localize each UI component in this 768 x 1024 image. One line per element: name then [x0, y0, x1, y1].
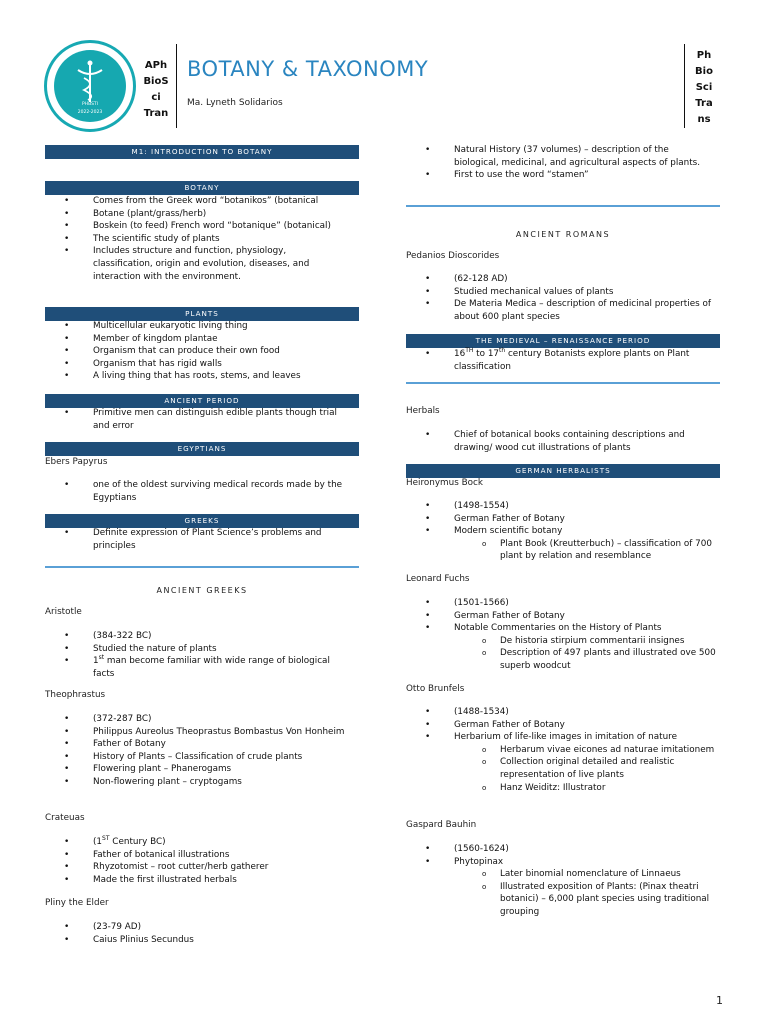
- section-bar-medieval: THE MEDIEVAL – RENAISSANCE PERIOD: [406, 334, 720, 348]
- list-item: • German Father of Botany: [406, 719, 716, 732]
- list-item: • (384-322 BC): [45, 630, 345, 643]
- medieval-list: [406, 348, 716, 373]
- list-item: • Flowering plant – Phanerogams: [45, 763, 345, 776]
- list-item: • Made the first illustrated herbals: [45, 874, 345, 887]
- page-title: BOTANY & TAXONOMY: [187, 57, 429, 81]
- section-bar-egyptians: EGYPTIANS: [45, 442, 359, 456]
- ancient-romans-heading: ANCIENT ROMANS: [515, 230, 611, 239]
- brunfels-sublist: [454, 744, 716, 794]
- list-item: • German Father of Botany: [406, 610, 716, 623]
- crateuas-list: [45, 836, 345, 886]
- item-text: Century BC): [109, 837, 166, 847]
- list-item: • History of Plants – Classification of crude plants: [45, 751, 345, 764]
- ordinal-number: 1: [93, 656, 99, 667]
- section-bar-botany: BOTANY: [45, 181, 359, 195]
- pliny-list: [45, 921, 345, 946]
- list-item: • Member of kingdom plantae: [45, 333, 345, 346]
- sub-list-item: o Illustrated exposition of Plants: (Pinax theatri botanici) – 6,000 plant species using traditional grouping: [454, 881, 716, 919]
- list-item: • Natural History (37 volumes) – description of the biological, medicinal, and agricultural aspects of plants.: [406, 144, 716, 169]
- item-text: century Botanists explore plants on Plant classification: [454, 349, 690, 372]
- item-text: 16: [454, 349, 466, 359]
- section-bar-greeks: GREEKS: [45, 514, 359, 528]
- section-bar-ancient-period: ANCIENT PERIOD: [45, 394, 359, 408]
- list-item: [45, 836, 345, 849]
- header-divider-left: [176, 44, 177, 128]
- header-tag-right: [690, 48, 718, 128]
- bock-label: Heironymus Bock: [406, 478, 483, 488]
- list-item: [406, 348, 716, 373]
- list-item: • Studied mechanical values of plants: [406, 286, 716, 299]
- brunfels-list: [406, 706, 716, 794]
- list-item: • Philippus Aureolus Theoprastus Bombastus Von Honheim: [45, 726, 345, 739]
- item-text: Modern scientific botany: [454, 526, 563, 537]
- section-divider: [406, 382, 720, 384]
- sub-list-item: o De historia stirpium commentarii insignes: [454, 635, 716, 648]
- ordinal-suffix: ST: [102, 835, 110, 843]
- crateuas-label: Crateuas: [45, 813, 85, 823]
- list-item: • Father of botanical illustrations: [45, 849, 345, 862]
- header-tag-left: [141, 58, 171, 122]
- header-divider-right: [684, 44, 685, 128]
- list-item: • Rhyzotomist – root cutter/herb gatherer: [45, 861, 345, 874]
- list-item: • (62-128 AD): [406, 273, 716, 286]
- item-text: (1: [93, 837, 103, 847]
- ordinal-suffix: st: [98, 654, 105, 662]
- bock-list: [406, 500, 716, 563]
- module-bar: M1: INTRODUCTION TO BOTANY: [45, 145, 359, 159]
- list-item: • (1560-1624): [406, 843, 716, 856]
- tag-line: Sci: [695, 82, 713, 93]
- list-item: • (372-287 BC): [45, 713, 345, 726]
- item-text: Herbarium of life-like images in imitation of nature: [454, 732, 677, 743]
- item-text: man become familiar with wide range of biological facts: [93, 656, 330, 679]
- section-bar-german-herbalists: GERMAN HERBALISTS: [406, 464, 720, 478]
- ancient-period-list: [45, 407, 345, 432]
- aristotle-label: Aristotle: [45, 607, 82, 617]
- tag-line: Tran: [143, 108, 169, 119]
- bauhin-list: [406, 843, 716, 919]
- page-number: 1: [716, 994, 723, 1007]
- list-item: • Father of Botany: [45, 738, 345, 751]
- dioscorides-label: Pedanios Dioscorides: [406, 251, 500, 261]
- list-item: • The scientific study of plants: [45, 233, 345, 246]
- section-divider: [406, 205, 720, 207]
- list-item: • First to use the word “stamen”: [406, 169, 716, 182]
- list-item: • (23-79 AD): [45, 921, 345, 934]
- tag-line: Tra: [695, 98, 713, 109]
- logo-year: 2022-2023: [77, 110, 103, 115]
- plants-list: [45, 320, 345, 383]
- list-item: • Organism that can produce their own food: [45, 345, 345, 358]
- list-item: • Primitive men can distinguish edible plants though trial and error: [45, 407, 345, 432]
- sub-list-item: o Herbarum vivae eicones ad naturae imitationem: [454, 744, 716, 757]
- logo-caption: PHBSTI: [81, 102, 99, 107]
- theophrastus-list: [45, 713, 345, 789]
- ordinal-suffix: TH: [465, 347, 474, 355]
- theophrastus-label: Theophrastus: [45, 690, 106, 700]
- list-item: • Definite expression of Plant Science’s problems and principles: [45, 527, 345, 552]
- sub-list-item: o Later binomial nomenclature of Linnaeus: [454, 868, 716, 881]
- list-item: [406, 731, 716, 794]
- herbals-list: [406, 429, 716, 454]
- list-item: • Botane (plant/grass/herb): [45, 208, 345, 221]
- list-item: • Comes from the Greek word “botanikos” (botanical: [45, 195, 345, 208]
- tag-line: Bio: [695, 66, 713, 77]
- tag-line: ci: [151, 92, 161, 103]
- sub-list-item: o Hanz Weiditz: Illustrator: [454, 782, 716, 795]
- list-item: [406, 856, 716, 919]
- list-item: • (1498-1554): [406, 500, 716, 513]
- list-item: • Chief of botanical books containing descriptions and drawing/ wood cut illustrations of plants: [406, 429, 716, 454]
- logo-emblem: [54, 50, 126, 122]
- sub-list-item: o Plant Book (Kreutterbuch) – classification of 700 plant by relation and resemblance: [454, 538, 716, 563]
- tag-line: ns: [697, 114, 711, 125]
- school-logo: [44, 40, 136, 132]
- pliny-label: Pliny the Elder: [45, 898, 109, 908]
- bauhin-label: Gaspard Bauhin: [406, 820, 477, 830]
- herbals-label: Herbals: [406, 406, 440, 416]
- fuchs-label: Leonard Fuchs: [406, 574, 470, 584]
- list-item: • De Materia Medica – description of medicinal properties of about 600 plant species: [406, 298, 716, 323]
- section-divider: [45, 566, 359, 568]
- list-item: • Organism that has rigid walls: [45, 358, 345, 371]
- fuchs-list: [406, 597, 716, 673]
- ancient-greeks-heading: ANCIENT GREEKS: [156, 586, 248, 595]
- list-item: • German Father of Botany: [406, 513, 716, 526]
- egyptians-list: [45, 479, 345, 504]
- list-item: • (1488-1534): [406, 706, 716, 719]
- list-item: • one of the oldest surviving medical records made by the Egyptians: [45, 479, 345, 504]
- list-item: [406, 525, 716, 563]
- tag-line: Ph: [696, 50, 712, 61]
- pliny-continued-list: [406, 144, 716, 182]
- list-item: [406, 622, 716, 672]
- sub-list-item: o Description of 497 plants and illustrated ove 500 superb woodcut: [454, 647, 716, 672]
- greeks-list: [45, 527, 345, 552]
- dioscorides-list: [406, 273, 716, 323]
- section-bar-plants: PLANTS: [45, 307, 359, 321]
- ordinal-suffix: th: [499, 347, 506, 355]
- brunfels-label: Otto Brunfels: [406, 684, 465, 694]
- item-text: to 17: [473, 349, 500, 359]
- ebers-papyrus-label: Ebers Papyrus: [45, 457, 108, 467]
- list-item: • Non-flowering plant – cryptogams: [45, 776, 345, 789]
- sub-list-item: o Collection original detailed and realistic representation of live plants: [454, 756, 716, 781]
- item-text: Notable Commentaries on the History of Plants: [454, 623, 662, 634]
- item-text: Phytopinax: [454, 856, 504, 867]
- botany-list: [45, 195, 345, 283]
- list-item: • Studied the nature of plants: [45, 643, 345, 656]
- list-item: • Multicellular eukaryotic living thing: [45, 320, 345, 333]
- tag-line: APh: [144, 60, 168, 71]
- list-item: • A living thing that has roots, stems, and leaves: [45, 370, 345, 383]
- list-item: • (1501-1566): [406, 597, 716, 610]
- fuchs-sublist: [454, 635, 716, 673]
- tag-line: BioS: [143, 76, 169, 87]
- list-item: • Includes structure and function, physiology, classification, origin and evolution, diseases, and interaction with the environment.: [45, 245, 345, 283]
- bock-sublist: [454, 538, 716, 563]
- list-item: • Boskein (to feed) French word “botanique” (botanical): [45, 220, 345, 233]
- bauhin-sublist: [454, 868, 716, 918]
- author-name: Ma. Lyneth Solidarios: [187, 98, 283, 108]
- list-item: [45, 655, 345, 680]
- list-item: • Caius Plinius Secundus: [45, 934, 345, 947]
- aristotle-list: [45, 630, 345, 680]
